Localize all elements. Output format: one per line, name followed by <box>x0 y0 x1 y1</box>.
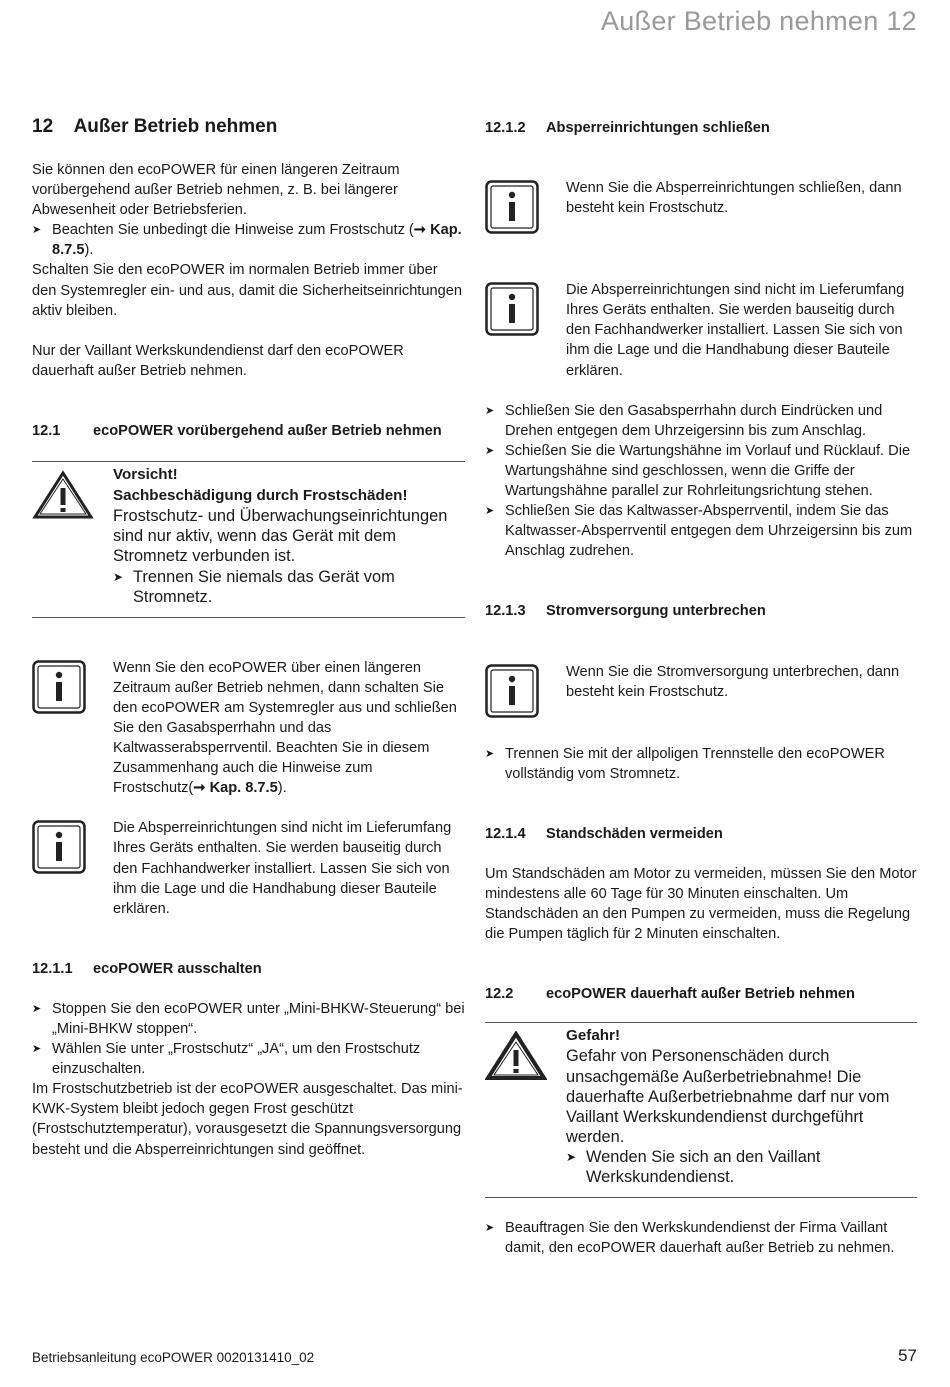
list-item: ➤ Trennen Sie niemals das Gerät vom Stromnetz. <box>113 567 395 606</box>
caution-title: Vorsicht! <box>113 466 178 484</box>
bullet-arrow-icon: ➤ <box>485 1222 495 1235</box>
bullet-arrow-icon: ➤ <box>485 404 495 417</box>
info-icon <box>485 662 566 724</box>
list-item: ➤ Wählen Sie unter „Frostschutz“ „JA“, um den Frostschutz einzuschalten. <box>32 1039 465 1079</box>
list-item: ➤ Schließen Sie den Gasabsperrhahn durch Eindrücken und Drehen entgegen dem Uhrzeigersinn bis zum Anschlag. <box>485 401 918 441</box>
list-item: ➤ Beauftragen Sie den Werkskundendienst der Firma Vaillant damit, den ecoPOWER dauerhaft außer Betrieb zu nehmen. <box>485 1218 918 1258</box>
section-12-1-1-heading: 12.1.1 ecoPOWER ausschalten <box>32 960 262 977</box>
bullet-arrow-icon: ➤ <box>32 1043 42 1056</box>
section-12-2-heading: 12.2 ecoPOWER dauerhaft außer Betrieb nehmen <box>485 986 855 1003</box>
info-icon <box>32 818 113 918</box>
info-box: Die Absperreinrichtungen sind nicht im Lieferumfang Ihres Geräts enthalten. Sie werden bauseitig durch den Fachhandwerker installiert. Lassen Sie sich von ihm die Lage und die Handhabung dieser Bauteile erklären. <box>32 818 465 918</box>
warning-triangle-icon <box>32 464 113 607</box>
bullet-arrow-icon: ➤ <box>32 224 42 237</box>
info-icon <box>485 178 566 240</box>
list-item: ➤ Schließen Sie das Kaltwasser-Absperrventil, indem Sie das Kaltwasser-Absperrventil entgegen dem Uhrzeigersinn bis zum Anschlag zudrehen. <box>485 501 918 561</box>
caution-box <box>32 461 465 618</box>
paragraph: Im Frostschutzbetrieb ist der ecoPOWER ausgeschaltet. Das mini-KWK-System bleibt jedoch gegen Frost geschützt (Frostschutztemperatur), vorausgesetzt die Spannungsversorgung besteht und die Absperreinrichtungen sind geöffnet. <box>32 1081 463 1158</box>
footer-document-title: Betriebsanleitung ecoPOWER 0020131410_02 <box>32 1350 315 1365</box>
section-12-1-4-heading: 12.1.4 Standschäden vermeiden <box>485 825 723 842</box>
bullet-arrow-icon: ➤ <box>32 1002 42 1015</box>
right-column <box>485 114 918 1258</box>
info-box: Die Absperreinrichtungen sind nicht im Lieferumfang Ihres Geräts enthalten. Sie werden bauseitig durch den Fachhandwerker installiert. Lassen Sie sich von ihm die Lage und die Handhabung dieser Bauteile erklären. <box>485 280 918 380</box>
bullet-arrow-icon: ➤ <box>566 1149 577 1164</box>
info-icon <box>32 658 113 799</box>
section-number: 12 <box>32 116 54 137</box>
page-number: 57 <box>898 1346 917 1365</box>
chapter-reference-link[interactable]: ➞ Kap. 8.7.5 <box>193 780 278 797</box>
danger-box <box>485 1022 917 1198</box>
left-column <box>32 114 465 1160</box>
section-12-1-heading: 12.1 ecoPOWER vorübergehend außer Betrieb nehmen <box>32 422 442 439</box>
chapter-reference-link[interactable]: ➞ Kap. 8.7.5 <box>52 222 462 259</box>
section-12-1-2-heading: 12.1.2 Absperreinrichtungen schließen <box>485 120 770 136</box>
bullet-arrow-icon: ➤ <box>485 505 495 518</box>
info-box: Wenn Sie den ecoPOWER über einen längeren Zeitraum außer Betrieb nehmen, dann schalten Sie den ecoPOWER am Systemregler aus und schließen Sie den Gasabsperrhahn und das Kaltwasserabsperrventil. Beachten Sie in diesem Zusammenhang auch die Hinweise zum Frostschutz(➞ Kap. 8.7.5). <box>32 658 465 799</box>
paragraph: Nur der Vaillant Werkskundendienst darf den ecoPOWER dauerhaft außer Betrieb nehmen. <box>32 342 404 379</box>
danger-text: Gefahr von Personenschäden durch unsachgemäße Außerbetriebnahme! Die dauerhafte Außerbetriebnahme darf nur vom Vaillant Werkskundendienst durchgeführt werden. <box>566 1047 890 1146</box>
bullet-arrow-icon: ➤ <box>485 747 495 760</box>
info-box: Wenn Sie die Absperreinrichtungen schließen, dann besteht kein Frostschutz. <box>485 178 918 240</box>
intro-paragraph: Sie können den ecoPOWER für einen längeren Zeitraum vorübergehend außer Betrieb nehmen, z. B. bei längerer Abwesenheit oder Betriebsferien. <box>32 162 400 219</box>
paragraph: Schalten Sie den ecoPOWER im normalen Betrieb immer über den Systemregler ein- und aus, damit die Sicherheitseinrichtungen aktiv bleiben. <box>32 262 462 319</box>
caution-subtitle: Sachbeschädigung durch Frostschäden! <box>113 487 408 505</box>
bullet-arrow-icon: ➤ <box>485 444 495 457</box>
list-item: ➤ Beachten Sie unbedingt die Hinweise zum Frostschutz (➞ Kap. 8.7.5). <box>32 220 465 260</box>
caution-text: Frostschutz- und Überwachungseinrichtungen sind nur aktiv, wenn das Gerät mit dem Stromnetz verbunden ist. <box>113 507 448 566</box>
bullet-arrow-icon: ➤ <box>113 569 124 584</box>
section-12-heading <box>32 114 465 140</box>
section-title: Außer Betrieb nehmen <box>73 116 278 137</box>
paragraph: Um Standschäden am Motor zu vermeiden, müssen Sie den Motor mindestens alle 60 Tage für 30 Minuten einschalten. Um Standschäden an den Pumpen zu vermeiden, muss die Regelung die Pumpen täglich für 2 Minuten einschalten. <box>485 865 917 943</box>
list-item: ➤ Wenden Sie sich an den Vaillant Werkskundendienst. <box>566 1147 821 1186</box>
list-item: ➤ Stoppen Sie den ecoPOWER unter „Mini-BHKW-Steuerung“ bei „Mini-BHKW stoppen“. <box>32 999 465 1039</box>
info-box: Wenn Sie die Stromversorgung unterbrechen, dann besteht kein Frostschutz. <box>485 662 918 724</box>
section-12-1-3-heading: 12.1.3 Stromversorgung unterbrechen <box>485 603 766 620</box>
list-item: ➤ Trennen Sie mit der allpoligen Trennstelle den ecoPOWER vollständig vom Stromnetz. <box>485 744 918 784</box>
list-item: ➤ Schießen Sie die Wartungshähne im Vorlauf und Rücklauf. Die Wartungshähne sind geschlossen, wenn die Griffe der Wartungshähne parallel zur Rohrleitungsrichtung stehen. <box>485 441 918 501</box>
danger-title: Gefahr! <box>566 1027 621 1045</box>
running-header: Außer Betrieb nehmen 12 <box>600 6 917 36</box>
warning-triangle-icon <box>485 1025 566 1187</box>
info-icon <box>485 280 566 380</box>
